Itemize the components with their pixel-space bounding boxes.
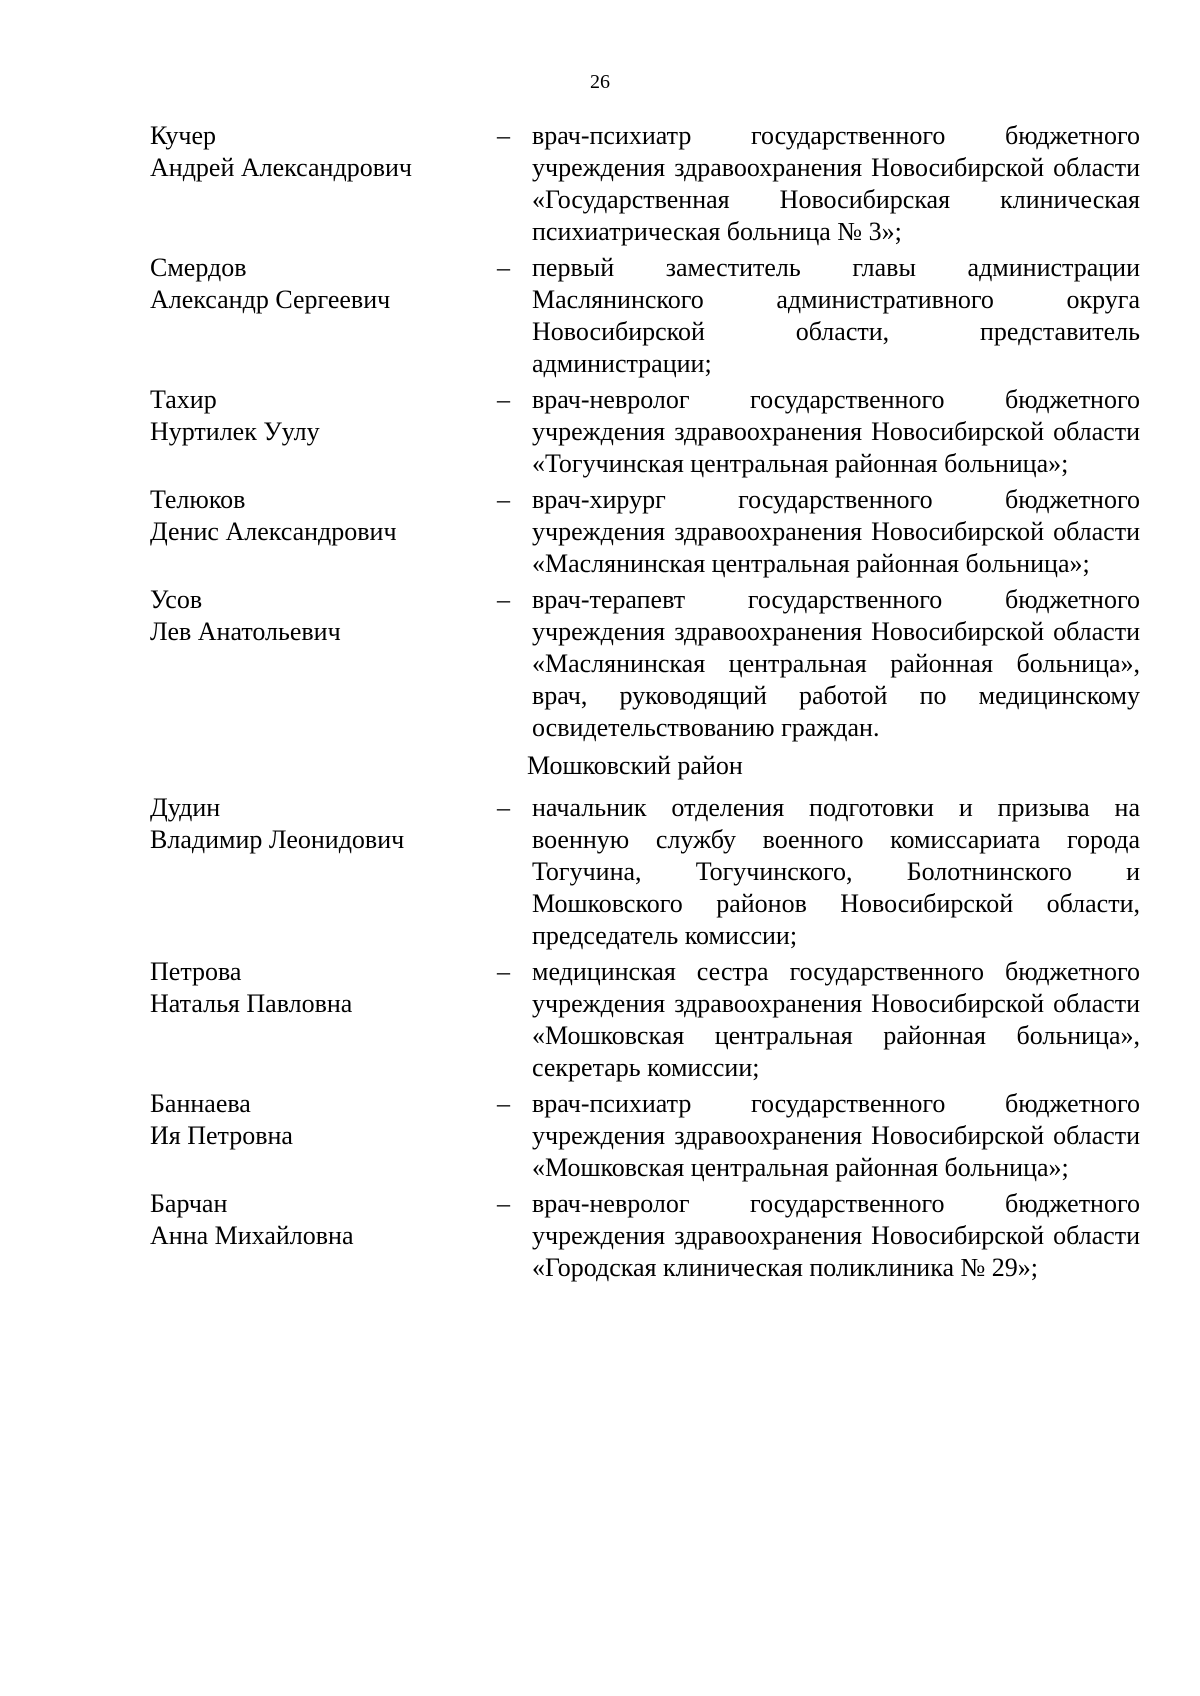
member-entry	[150, 484, 1140, 580]
member-name	[150, 792, 497, 856]
member-given-name: Владимир Леонидович	[150, 825, 405, 854]
member-surname: Тахир	[150, 385, 217, 414]
member-entry	[150, 384, 1140, 480]
member-surname: Петрова	[150, 957, 242, 986]
page-number: 26	[590, 71, 610, 93]
member-name	[150, 120, 497, 184]
member-position: врач-психиатр государственного бюджетного учреждения здравоохранения Новосибирской области «Государственная Новосибирская клиническая психиатрическая больница № 3»;	[532, 121, 1140, 246]
member-surname: Дудин	[150, 793, 221, 822]
member-position: медицинская сестра государственного бюджетного учреждения здравоохранения Новосибирской области «Мошковская центральная районная больница», секретарь комиссии;	[532, 957, 1140, 1082]
member-position: врач-невролог государственного бюджетного учреждения здравоохранения Новосибирской области «Городская клиническая поликлиника № 29»;	[532, 1189, 1140, 1282]
member-name	[150, 1088, 497, 1152]
member-surname: Кучер	[150, 121, 217, 150]
dash-separator: –	[497, 793, 510, 822]
dash-separator: –	[497, 485, 510, 514]
commission-list	[150, 120, 1140, 1288]
member-given-name: Лев Анатольевич	[150, 617, 341, 646]
dash-separator: –	[497, 957, 510, 986]
member-position: первый заместитель главы администрации Маслянинского административного округа Новосибирской области, представитель администрации;	[532, 253, 1140, 378]
dash-separator: –	[497, 385, 510, 414]
member-surname: Смердов	[150, 253, 247, 282]
member-entry	[150, 1188, 1140, 1284]
dash-separator: –	[497, 253, 510, 282]
member-name	[150, 584, 497, 648]
member-entry	[150, 252, 1140, 380]
member-surname: Телюков	[150, 485, 246, 514]
member-name	[150, 252, 497, 316]
member-surname: Барчан	[150, 1189, 228, 1218]
member-given-name: Анна Михайловна	[150, 1221, 354, 1250]
member-entry	[150, 120, 1140, 248]
dash-separator: –	[497, 121, 510, 150]
member-name	[150, 956, 497, 1020]
dash-separator: –	[497, 1189, 510, 1218]
member-given-name: Александр Сергеевич	[150, 285, 391, 314]
dash-separator: –	[497, 585, 510, 614]
member-entry	[150, 792, 1140, 952]
member-name	[150, 1188, 497, 1252]
member-position: начальник отделения подготовки и призыва на военную службу военного комиссариата города Тогучина, Тогучинского, Болотнинского и Мошковского районов Новосибирской области, председатель комиссии;	[532, 793, 1140, 950]
member-entry	[150, 956, 1140, 1084]
member-entry	[150, 1088, 1140, 1184]
member-given-name: Нуртилек Уулу	[150, 417, 320, 446]
member-name	[150, 384, 497, 448]
section-heading: Мошковский район	[527, 751, 743, 780]
member-position: врач-невролог государственного бюджетного учреждения здравоохранения Новосибирской области «Тогучинская центральная районная больница»;	[532, 385, 1140, 478]
member-surname: Баннаева	[150, 1089, 251, 1118]
member-given-name: Наталья Павловна	[150, 989, 353, 1018]
member-position: врач-хирург государственного бюджетного учреждения здравоохранения Новосибирской области «Маслянинская центральная районная больница»;	[532, 485, 1140, 578]
member-given-name: Андрей Александрович	[150, 153, 412, 182]
dash-separator: –	[497, 1089, 510, 1118]
member-position: врач-терапевт государственного бюджетного учреждения здравоохранения Новосибирской области «Маслянинская центральная районная больница», врач, руководящий работой по медицинскому освидетельствованию граждан.	[532, 585, 1140, 742]
member-surname: Усов	[150, 585, 203, 614]
member-position: врач-психиатр государственного бюджетного учреждения здравоохранения Новосибирской области «Мошковская центральная районная больница»;	[532, 1089, 1140, 1182]
member-given-name: Ия Петровна	[150, 1121, 293, 1150]
member-entry	[150, 584, 1140, 744]
member-name	[150, 484, 497, 548]
member-given-name: Денис Александрович	[150, 517, 397, 546]
